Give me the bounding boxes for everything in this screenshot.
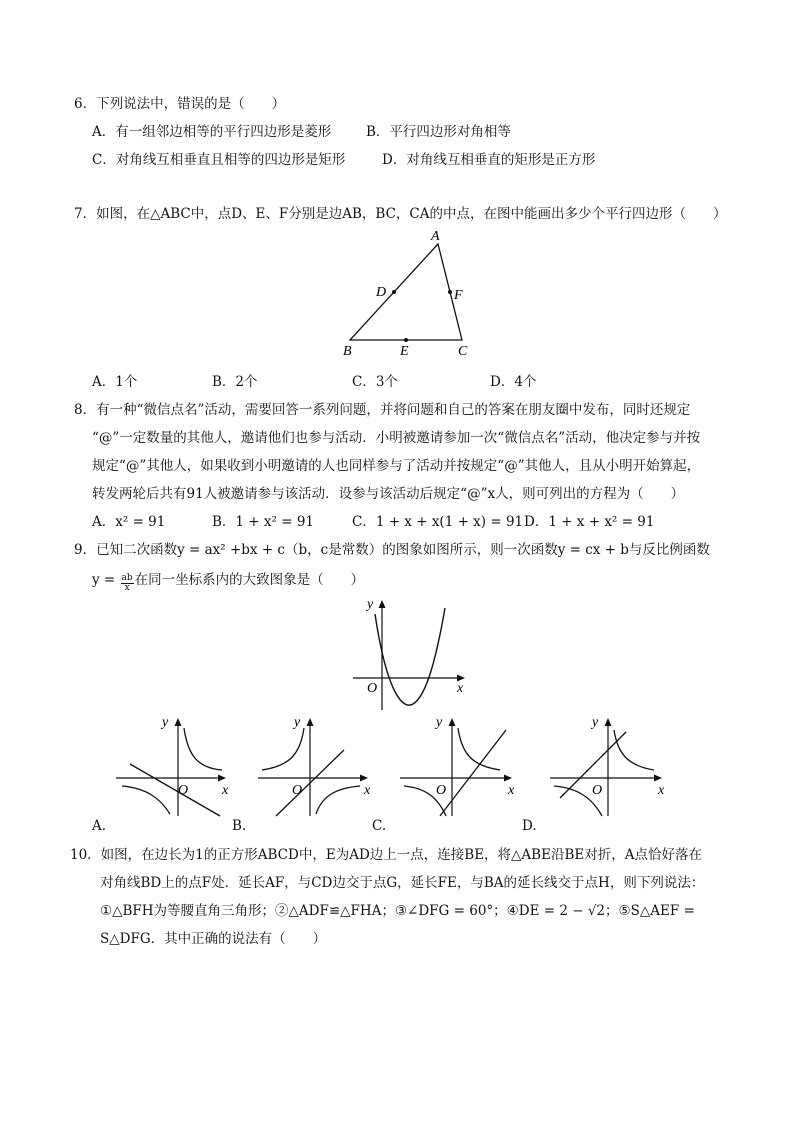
svg-text:y: y: [592, 715, 599, 730]
svg-text:x: x: [508, 783, 515, 798]
q7-stem: 7．如图，在△ABC中，点D、E、F分别是边AB，BC，CA的中点，在图中能画出多少个平行四边形（ ）: [74, 206, 727, 222]
q9-graph-d: [546, 712, 670, 818]
q7-triangle-figure: [330, 224, 490, 364]
q9-graph-c: [396, 712, 520, 818]
q8-option-c: C．1 + x + x(1 + x) = 91: [352, 514, 524, 530]
label-e: E: [400, 344, 409, 359]
svg-text:x: x: [364, 783, 371, 798]
label-b: B: [343, 344, 352, 359]
q7-option-c: C．3个: [352, 374, 398, 390]
q6-option-b: B．平行四边形对角相等: [366, 124, 511, 140]
q8-option-b: B．1 + x² = 91: [212, 514, 315, 530]
q7-option-d: D．4个: [490, 374, 537, 390]
q9-graph-b: [254, 712, 378, 818]
q8-line3: 规定“@”其他人，如果收到小明邀请的人也同样参与了活动并按规定“@”其他人，且从小明开始算起，: [92, 458, 701, 474]
q9-line1: 9．已知二次函数y = ax² +bx + c（b，c是常数）的图象如图所示，则一次函数y = cx + b与反比例函数: [74, 542, 710, 558]
q9-parabola-figure: [345, 594, 475, 714]
q6-option-d: D．对角线互相垂直的矩形是正方形: [382, 152, 596, 168]
q7-option-b: B．2个: [212, 374, 258, 390]
triangle-abc: [350, 244, 462, 340]
point-e: [404, 338, 408, 342]
q9-graph-a: [112, 712, 236, 818]
q9-line2-rest: 在同一坐标系内的大致图象是（ ）: [134, 572, 365, 588]
origin-label: O: [367, 681, 378, 696]
q8-option-d: D．1 + x + x² = 91: [524, 514, 655, 530]
parabola-curve: [375, 608, 445, 705]
q7-option-a: A．1个: [92, 374, 138, 390]
q8-line2: “@”一定数量的其他人，邀请他们也参与活动．小明被邀请参加一次“微信点名”活动，他决定参与并按: [92, 430, 701, 446]
q9-option-a-label: A.: [92, 818, 107, 834]
svg-text:O: O: [178, 783, 189, 798]
q9-fraction: [121, 574, 134, 593]
q8-line4: 转发两轮后共有91人被邀请参与该活动．设参与该活动后规定“@”x人，则可列出的方程为（ ）: [92, 486, 685, 502]
svg-text:O: O: [292, 783, 303, 798]
q9-line2: [92, 570, 364, 593]
svg-text:O: O: [592, 783, 603, 798]
q10-line4: S△DFG．其中正确的说法有（ ）: [100, 931, 327, 947]
q9-frac-den: x: [124, 583, 130, 593]
svg-text:x: x: [658, 783, 665, 798]
q6-option-a: A．有一组邻边相等的平行四边形是菱形: [92, 124, 332, 140]
svg-text:y: y: [294, 715, 301, 730]
q6-stem: 6．下列说法中，错误的是（ ）: [74, 96, 286, 112]
svg-text:O: O: [436, 783, 447, 798]
label-a: A: [431, 229, 440, 244]
point-f: [448, 290, 452, 294]
q6-option-c: C．对角线互相垂直且相等的四边形是矩形: [92, 152, 346, 168]
q10-line2: 对角线BD上的点F处．延长AF，与CD边交于点G，延长FE，与BA的延长线交于点H，则下列说法：: [100, 875, 705, 891]
axis-x-label: x: [457, 681, 464, 696]
q9-y-equals: y =: [92, 572, 120, 588]
q9-option-b-label: B.: [232, 818, 247, 834]
q9-frac-num: ab: [121, 573, 133, 583]
q9-option-d-label: D.: [522, 818, 537, 834]
label-f: F: [454, 288, 463, 303]
q8-option-a: A．x² = 91: [92, 514, 166, 530]
svg-text:x: x: [222, 783, 229, 798]
q10-line3: ①△BFH为等腰直角三角形；②△ADF≌△FHA；③∠DFG = 60°；④DE = 2 − √2；⑤S△AEF =: [100, 903, 695, 919]
label-d: D: [376, 285, 387, 300]
axis-y-label: y: [367, 597, 374, 612]
q9-option-c-label: C.: [372, 818, 387, 834]
label-c: C: [458, 344, 468, 359]
point-d: [392, 290, 396, 294]
q8-line1: 8．有一种“微信点名”活动，需要回答一系列问题，并将问题和自己的答案在朋友圈中发布，同时还规定: [74, 402, 691, 418]
svg-text:y: y: [436, 715, 443, 730]
q10-line1: 10．如图，在边长为1的正方形ABCD中，E为AD边上一点，连接BE，将△ABE沿BE对折，A点恰好落在: [70, 847, 702, 863]
svg-text:y: y: [162, 715, 169, 730]
